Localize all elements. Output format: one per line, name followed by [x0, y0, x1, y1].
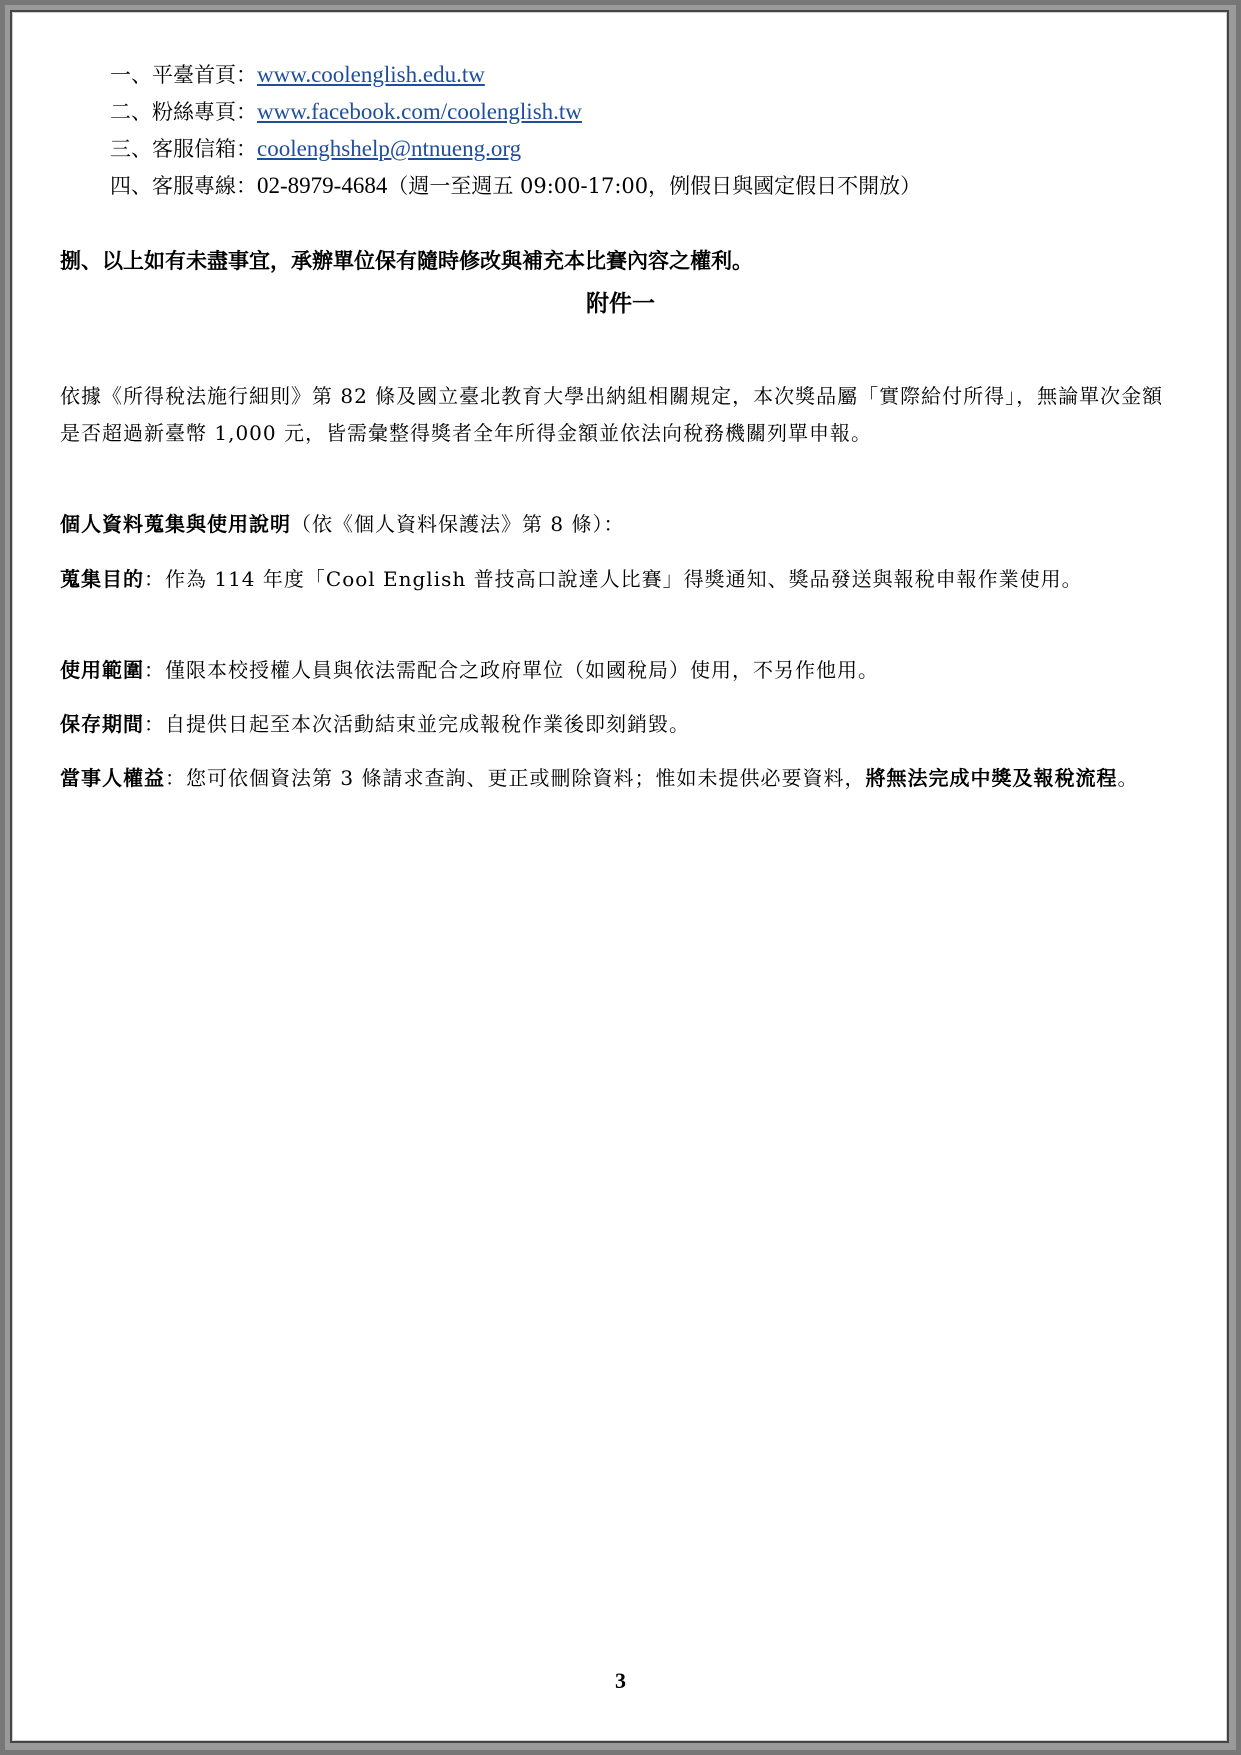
contact-label: 一、平臺首頁： [110, 63, 257, 87]
fanpage-link[interactable]: www.facebook.com/coolenglish.tw [257, 99, 582, 124]
contact-homepage [110, 62, 485, 88]
contact-fanpage [110, 99, 582, 125]
tax-rule-paragraph: 依據《所得稅法施行細則》第 82 條及國立臺北教育大學出納組相關規定，本次獎品屬「實際給付所得」，無論單次金額是否超過新臺幣 1,000 元，皆需彙整得獎者全年所得金額並依法向稅務機關列單申報。 [60, 384, 1164, 445]
privacy-heading-title: 個人資料蒐集與使用說明 [60, 512, 291, 536]
email-link[interactable]: coolenghshelp@ntnueng.org [257, 136, 522, 161]
privacy-heading-ref: （依《個人資料保護法》第 8 條）： [291, 512, 625, 536]
retention-text: ：自提供日起至本次活動結束並完成報稅作業後即刻銷毀。 [144, 712, 690, 736]
contact-label: 四、客服專線： [110, 174, 257, 198]
rights-text: ：您可依個資法第 3 條請求查詢、更正或刪除資料；惟如未提供必要資料， [165, 766, 866, 790]
contact-label: 二、粉絲專頁： [110, 100, 257, 124]
retention-label: 保存期間 [60, 712, 144, 736]
purpose-paragraph [60, 561, 1180, 598]
section-eight-statement: 捌、以上如有未盡事宜，承辦單位保有隨時修改與補充本比賽內容之權利。 [60, 248, 753, 273]
contact-phone [110, 173, 921, 199]
phone-number: 02-8979-4684 [257, 173, 388, 198]
contact-label: 三、客服信箱： [110, 137, 257, 161]
annex-title: 附件一 [586, 290, 655, 317]
rights-paragraph [60, 760, 1180, 797]
purpose-label: 蒐集目的 [60, 567, 144, 591]
privacy-heading [60, 506, 1180, 543]
rights-warning: 將無法完成中獎及報稅流程 [865, 766, 1118, 790]
phone-hours-note: （週一至週五 09:00-17:00，例假日與國定假日不開放） [387, 174, 922, 198]
scope-paragraph [60, 652, 1180, 689]
homepage-link[interactable]: www.coolenglish.edu.tw [257, 62, 485, 87]
retention-paragraph [60, 706, 1180, 743]
scope-text: ：僅限本校授權人員與依法需配合之政府單位（如國稅局）使用，不另作他用。 [144, 658, 879, 682]
contact-email [110, 136, 521, 162]
page-number: 3 [615, 1668, 626, 1693]
rights-label: 當事人權益 [60, 766, 165, 790]
scope-label: 使用範圍 [60, 658, 144, 682]
rights-end: 。 [1117, 766, 1139, 790]
purpose-text: ：作為 114 年度「Cool English 普技高口說達人比賽」得獎通知、獎品發送與報稅申報作業使用。 [144, 567, 1083, 591]
